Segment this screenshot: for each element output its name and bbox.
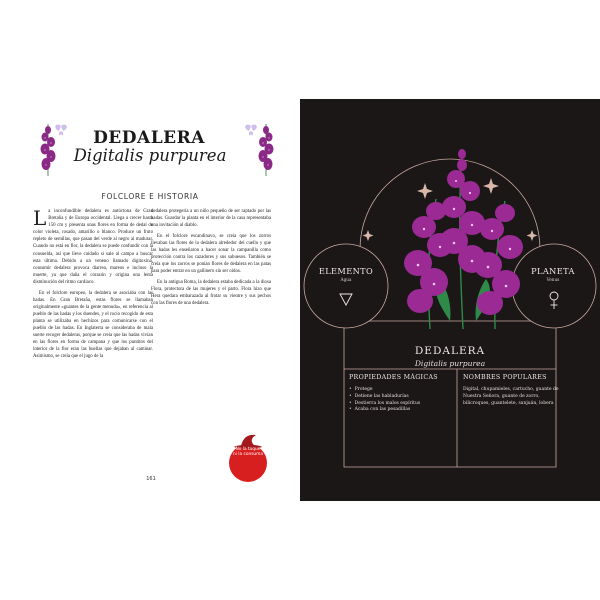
warning-badge-text <box>228 447 268 458</box>
badge-line-1: No la toque <box>235 447 261 452</box>
page-title: DEDALERA <box>93 128 205 148</box>
list-item: • Destierra los malos espíritus <box>349 401 457 408</box>
page-subtitle-scientific-name: Digitalis purpurea <box>73 146 227 165</box>
element-value: Agua <box>340 277 352 282</box>
scientific-name: Digitalis purpurea <box>414 359 486 368</box>
planet-value: Venus <box>546 277 560 282</box>
properties-heading: PROPIEDADES MÁGICAS <box>349 374 438 381</box>
page-number: 161 <box>146 476 156 482</box>
popular-names-text: Digital, chupamieles, cartucho, guante de Nuestra Señora, guante de zorro, bilicroques, guantelete, sanjuán, lobera <box>463 387 559 406</box>
list-item: • Acaba con las pesadillas <box>349 407 457 414</box>
text-column-1 <box>33 208 153 364</box>
paragraph-text: a inconfundible dedalera es autóctona de Gran Bretaña y de Europa occidental. Llega a crecer hasta 150 cm y presenta unas flores en forma de dedal de color violeta, rosado, amarillo o blanco. Produce un fruto repleto de semillas, que pasan del verde al negro al madurar. Cuando no está en flor, la dedalera se puede confundir con la consuelda, así que lleve cuidado si sale al campo a buscar esta última. Debido a un veneno llamado digitoxina, consumir dedalera provoca diarrea, mareos e incluso la muerte, ya que daña el corazón y origina una lenta disminución del ritmo cardiaco. <box>33 209 153 285</box>
paragraph: En el folclore europeo, la dedalera se asociaba con las hadas. En Gran Bretaña, estas flores se llamaban originalmente «guantes de la gente menuda», en referencia al pueblo de las hadas y los duendes, y el rocío recogido de esta planta se utilizaba en hechizos para comunicarse con el pueblo de las hadas. En Inglaterra se consideraba de mala suerte recoger dedaleras, porque se creía que las hadas vivían en las flores en forma de campana y que los puntitos del interior de la flor eran las huellas que dejaban al caminar. Asimismo, se creía que el jugo de la <box>33 290 153 360</box>
paragraph: En el folclore escandinavo, se creía que los zorros llevaban las flores de la dedalera alrededor del cuello y que las hadas les enseñaron a hacer sonar la campanilla como protección contra los cazadores y sus sabuesos. También se creía que los zorros se ponían flores de dedalera en las patas para poder entrar en un gallinero sin ser oídos. <box>151 233 271 275</box>
foxglove-illustration-right <box>226 120 286 180</box>
properties-list <box>349 387 457 414</box>
paragraph: En la antigua Roma, la dedalera estaba dedicada a la diosa Flora, protectora de las mujeres y el parto. Flora hizo que Hera quedara embarazada al frotar su vientre y sus pechos con las flores de una dedalera. <box>151 279 271 307</box>
warning-badge <box>220 430 280 490</box>
right-page-illustration <box>300 99 600 501</box>
element-label: ELEMENTO <box>318 266 374 276</box>
planet-label: PLANETA <box>531 266 575 276</box>
badge-line-2: ni la consuma <box>233 452 263 458</box>
paragraph: dedalera protegería a un niño pequeño de ser raptado por las hadas. Guardar la planta en el interior de la casa representaba una invitación al diablo. <box>151 209 271 229</box>
foxglove-plant-illustration <box>404 149 523 329</box>
right-page <box>300 99 600 501</box>
list-item: • Protege <box>349 387 457 394</box>
paragraph <box>33 208 153 286</box>
section-heading: FOLCLORE E HISTORIA <box>101 192 199 201</box>
plant-name: DEDALERA <box>414 345 486 357</box>
list-item: • Detiene las habladurías <box>349 394 457 401</box>
text-column-2 <box>151 208 271 311</box>
popular-names-heading: NOMBRES POPULARES <box>463 374 547 381</box>
dropcap: L <box>33 206 47 230</box>
